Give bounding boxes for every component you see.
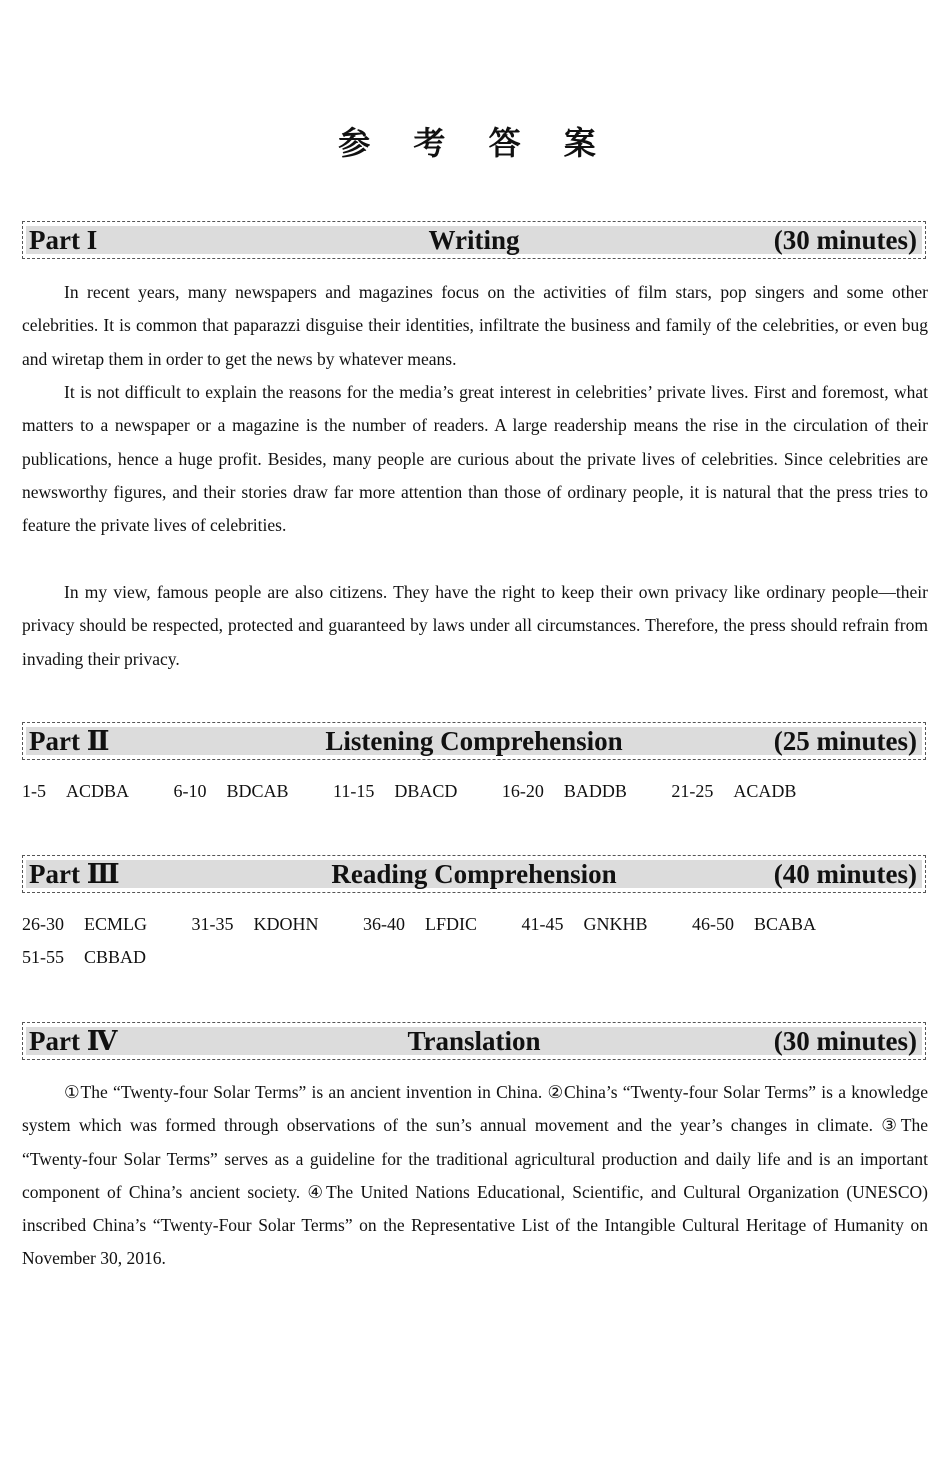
page-title: 参 考 答 案 [338,124,612,162]
answer-group: 1-5 ACDBA [22,781,130,801]
part-label: Part Ⅳ [29,1025,118,1056]
part-name: Writing [428,224,520,255]
part-header-writing [22,221,926,259]
writing-paragraph-3: In my view, famous people are also citizens. They have the right to keep their own privacy like ordinary people—their privacy should be respected, protected and guaranteed by laws under all circumstances. Therefore, the press should refrain from invading their privacy. [22,582,928,669]
answer-group: 6-10 BDCAB [173,781,289,801]
answer-group: 11-15 DBACD [333,781,458,801]
answer-group: 41-45 GNKHB [521,914,648,934]
answer-group: 31-35 KDOHN [191,914,319,934]
part-time: (30 minutes) [773,224,917,255]
part-label: Part Ⅱ [29,725,110,756]
part-time: (40 minutes) [773,858,917,889]
part-header-listening [22,722,926,760]
part-time: (30 minutes) [773,1025,917,1056]
translation-paragraph: ①The “Twenty-four Solar Terms” is an ancient invention in China. ②China’s “Twenty-four Solar Terms” is a knowledge system which was formed through observations of the sun’s annual movement and the year’s changes in climate. ③The “Twenty-four Solar Terms” serves as a guideline for the traditional agricultural production and daily life and is an important component of China’s ancient society. ④The United Nations Educational, Scientific, and Cultural Organization (UNESCO) inscribed China’s “Twenty-Four Solar Terms” on the Representative List of the Intangible Cultural Heritage of Humanity on November 30, 2016. [22,1082,928,1269]
part-time: (25 minutes) [773,725,917,756]
reading-answers [22,908,928,974]
answer-group: 46-50 BCABA [692,914,817,934]
part-header-translation [22,1022,926,1060]
writing-paragraph-2: It is not difficult to explain the reasons for the media’s great interest in celebrities’ private lives. First and foremost, what matters to a newspaper or a magazine is the number of readers. A large readership means the rise in the circulation of their publications, hence a huge profit. Besides, many people are curious about the private lives of celebrities. Since celebrities are newsworthy figures, and their stories draw far more attention than those of ordinary people, it is natural that the press tries to feature the private lives of celebrities. [22,382,928,536]
part-name: Listening Comprehension [325,725,623,756]
listening-answers [22,775,928,808]
answer-group: 36-40 LFDIC [363,914,478,934]
part-label: Part I [29,224,98,255]
part-name: Reading Comprehension [331,858,617,889]
writing-paragraph-1: In recent years, many newspapers and magazines focus on the activities of film stars, pop singers and some other celebrities. It is common that paparazzi disguise their identities, infiltrate the business and family of the celebrities, or even bug and wiretap them in order to get the news by whatever means. [22,282,928,369]
answer-group: 26-30 ECMLG [22,914,147,934]
part-name: Translation [407,1025,541,1056]
answer-group: 16-20 BADDB [501,781,627,801]
answer-group: 51-55 CBBAD [22,947,147,967]
part-label: Part Ⅲ [29,858,120,889]
answer-group: 21-25 ACADB [671,781,797,801]
part-header-reading [22,855,926,893]
